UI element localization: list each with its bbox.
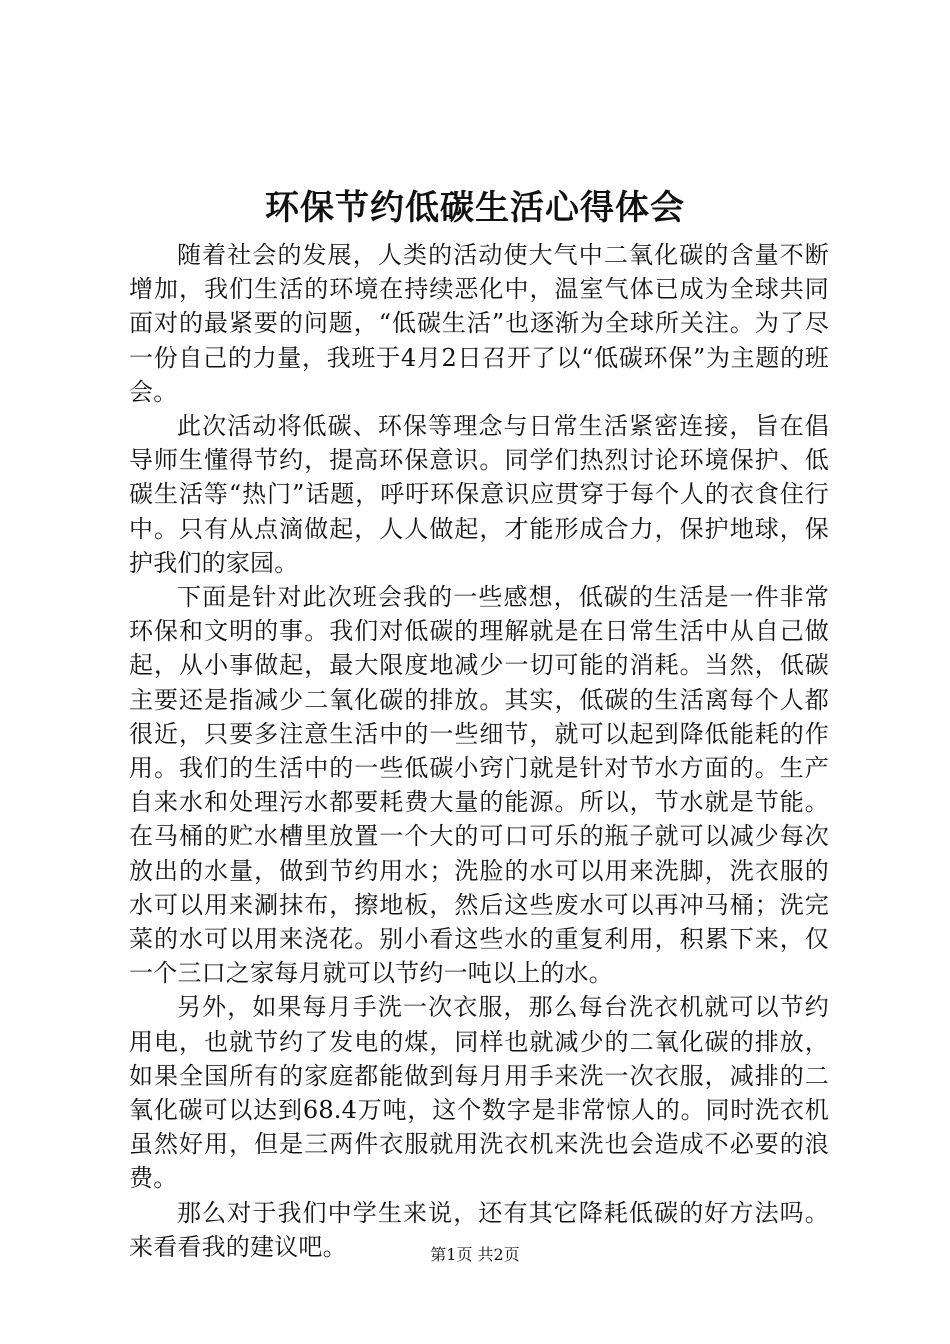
paragraph-1: 随着社会的发展，人类的活动使大气中二氧化碳的含量不断增加，我们生活的环境在持续恶化中，温室气体已成为全球共同面对的最紧要的问题，“低碳生活”也逐渐为全球所关注。为了尽一份自己的力量，我班于4月2日召开了以“低碳环保”为主题的班会。: [129, 241, 829, 406]
paragraph-2: 此次活动将低碳、环保等理念与日常生活紧密连接，旨在倡导师生懂得节约，提高环保意识。同学们热烈讨论环境保护、低碳生活等“热门”话题，呼吁环保意识应贯穿于每个人的衣食住行中。只有从点滴做起，人人做起，才能形成合力，保护地球，保护我们的家园。: [129, 412, 829, 577]
page-footer: [0, 1244, 950, 1266]
page-number-label: 第1页 共2页: [430, 1245, 520, 1264]
document-body: [129, 238, 829, 1264]
document-title: 环保节约低碳生活心得体会: [265, 188, 685, 228]
paragraph-5: 那么对于我们中学生来说，还有其它降耗低碳的好方法吗。来看看我的建议吧。: [129, 1198, 829, 1261]
paragraph-3: 下面是针对此次班会我的一些感想，低碳的生活是一件非常环保和文明的事。我们对低碳的理解就是在日常生活中从自己做起，从小事做起，最大限度地减少一切可能的消耗。当然，低碳主要还是指减少二氧化碳的排放。其实，低碳的生活离每个人都很近，只要多注意生活中的一些细节，就可以起到降低能耗的作用。我们的生活中的一些低碳小窍门就是针对节水方面的。生产自来水和处理污水都要耗费大量的能源。所以，节水就是节能。在马桶的贮水槽里放置一个大的可口可乐的瓶子就可以减少每次放出的水量，做到节约用水；洗脸的水可以用来洗脚，洗衣服的水可以用来涮抹布，擦地板，然后这些废水可以再冲马桶；洗完菜的水可以用来浇花。别小看这些水的重复利用，积累下来，仅一个三口之家每月就可以节约一吨以上的水。: [129, 583, 829, 988]
paragraph-4: 另外，如果每月手洗一次衣服，那么每台洗衣机就可以节约用电，也就节约了发电的煤，同样也就减少的二氧化碳的排放，如果全国所有的家庭都能做到每月用手来洗一次衣服，减排的二氧化碳可以达到68.4万吨，这个数字是非常惊人的。同时洗衣机虽然好用，但是三两件衣服就用洗衣机来洗也会造成不必要的浪费。: [129, 993, 829, 1193]
